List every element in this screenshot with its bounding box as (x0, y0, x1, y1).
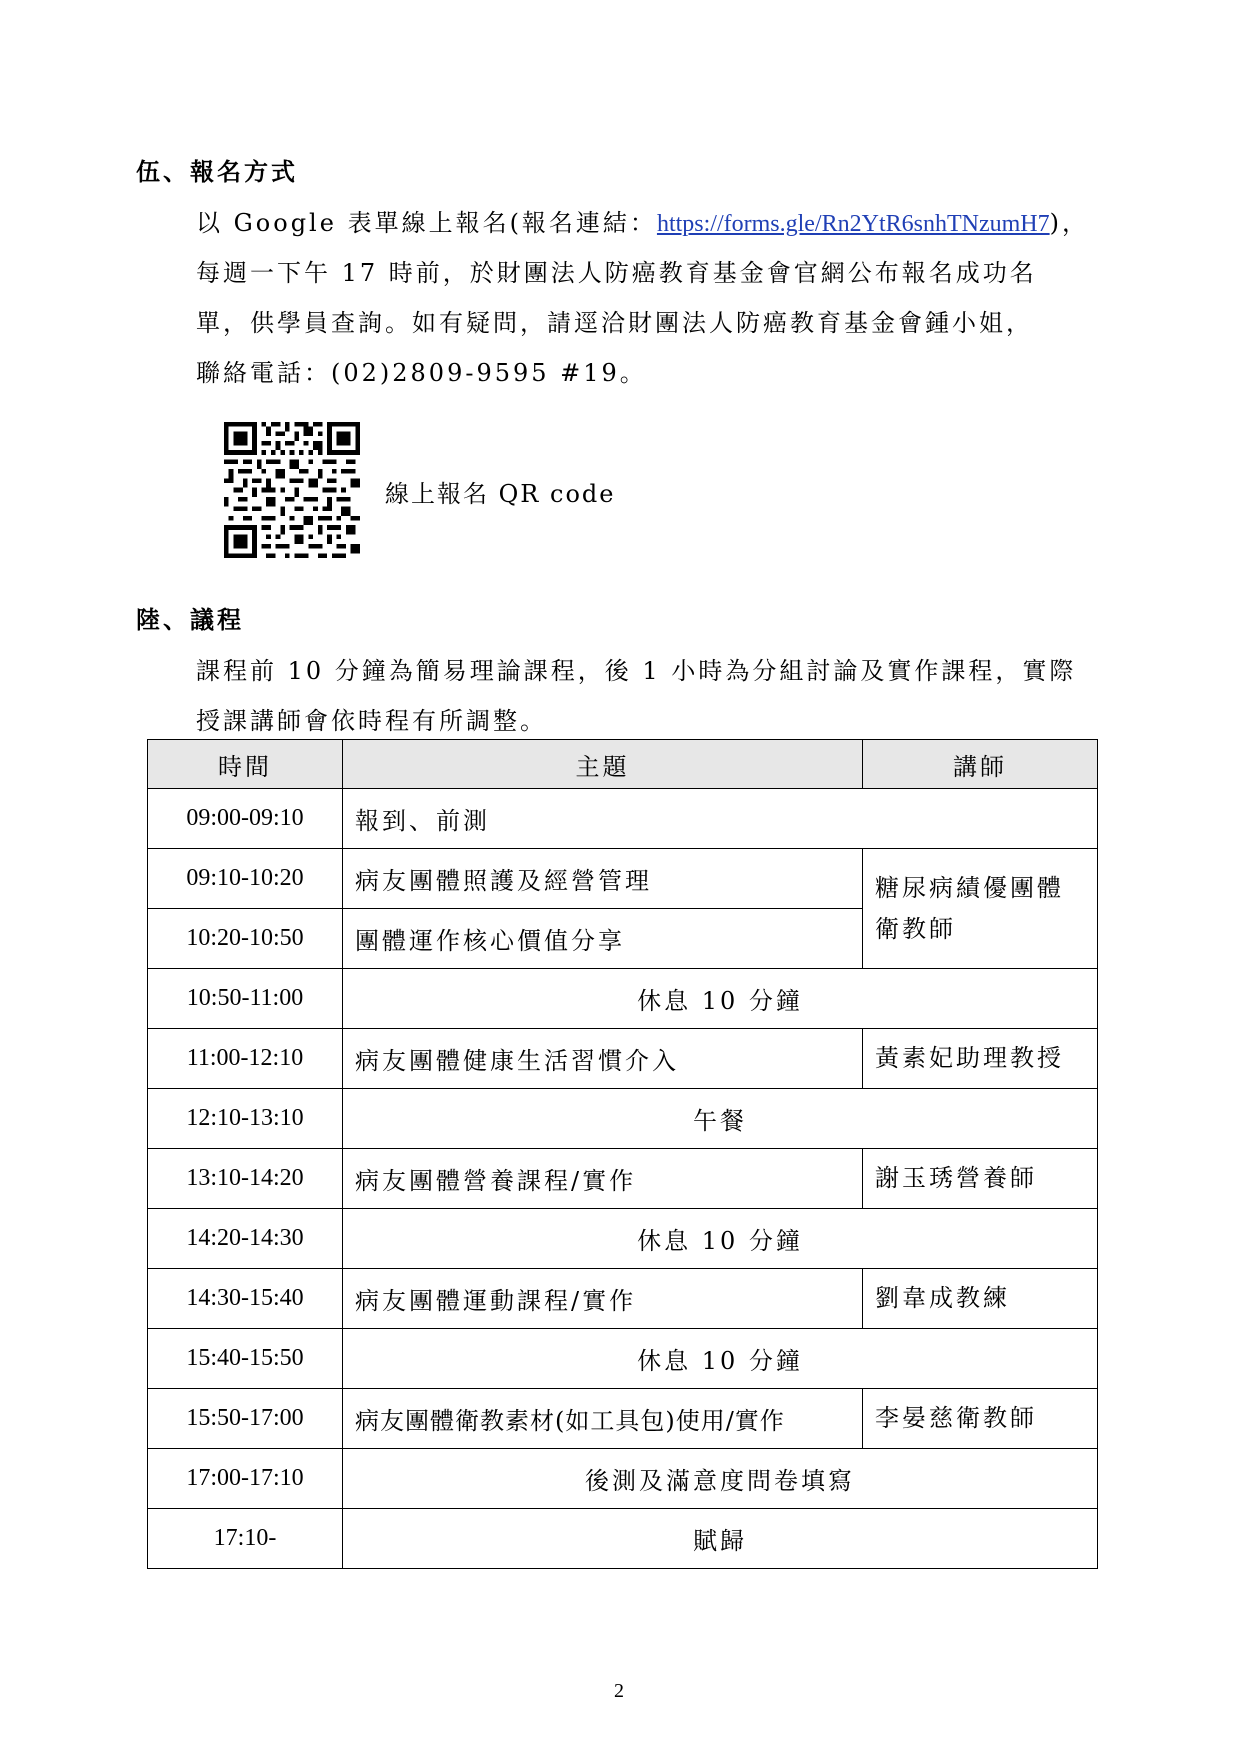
table-row (148, 1029, 1098, 1089)
registration-text-suffix: )， (1049, 209, 1089, 237)
topic-cell: 團體運作核心價值分享 (343, 909, 863, 969)
qr-code-caption: 線上報名 QR code (385, 480, 616, 508)
topic-cell: 病友團體照護及經營管理 (343, 849, 863, 909)
time-cell: 11:00-12:10 (148, 1029, 343, 1089)
speaker-cell: 劉韋成教練 (863, 1269, 1098, 1329)
time-cell: 17:10- (148, 1509, 343, 1569)
topic-cell: 報到、前測 (343, 789, 1098, 849)
time-cell: 17:00-17:10 (148, 1449, 343, 1509)
time-cell: 14:30-15:40 (148, 1269, 343, 1329)
time-cell: 09:10-10:20 (148, 849, 343, 909)
time-cell: 12:10-13:10 (148, 1089, 343, 1149)
lunch-cell: 午餐 (343, 1089, 1098, 1149)
registration-line-3: 單，供學員查詢。如有疑問，請逕洽財團法人防癌教育基金會鍾小姐， (196, 309, 1033, 337)
break-cell: 休息 10 分鐘 (343, 1329, 1098, 1389)
header-time: 時間 (148, 740, 343, 789)
speaker-cell: 糖尿病績優團體衛教師 (863, 849, 1098, 969)
time-cell: 10:20-10:50 (148, 909, 343, 969)
table-row (148, 1389, 1098, 1449)
registration-link[interactable]: https://forms.gle/Rn2YtR6snhTNzumH7 (656, 211, 1050, 237)
time-cell: 15:50-17:00 (148, 1389, 343, 1449)
table-row (148, 1089, 1098, 1149)
registration-text-prefix: 以 Google 表單線上報名(報名連結： (196, 209, 657, 237)
table-row (148, 1449, 1098, 1509)
table-row (148, 1509, 1098, 1569)
agenda-intro-line-1: 課程前 10 分鐘為簡易理論課程，後 1 小時為分組討論及實作課程，實際 (196, 657, 1077, 685)
section-heading-agenda: 陸、議程 (136, 605, 244, 634)
speaker-cell: 李晏慈衛教師 (863, 1389, 1098, 1449)
topic-cell: 病友團體營養課程/實作 (343, 1149, 863, 1209)
topic-cell: 後測及滿意度問卷填寫 (343, 1449, 1098, 1509)
section-heading-registration: 伍、報名方式 (136, 157, 298, 186)
speaker-cell: 黃素妃助理教授 (863, 1029, 1098, 1089)
speaker-cell: 謝玉琇營養師 (863, 1149, 1098, 1209)
table-row (148, 1269, 1098, 1329)
topic-cell: 病友團體健康生活習慣介入 (343, 1029, 863, 1089)
break-cell: 休息 10 分鐘 (343, 1209, 1098, 1269)
qr-code-image[interactable] (220, 422, 364, 558)
table-row (148, 1149, 1098, 1209)
topic-cell: 病友團體衛教素材(如工具包)使用/實作 (343, 1389, 863, 1449)
registration-line-1 (196, 203, 1089, 238)
topic-cell: 病友團體運動課程/實作 (343, 1269, 863, 1329)
contact-phone-line: 聯絡電話：(02)2809-9595 #19。 (196, 359, 647, 387)
time-cell: 09:00-09:10 (148, 789, 343, 849)
break-cell: 休息 10 分鐘 (343, 969, 1098, 1029)
header-topic: 主題 (343, 740, 863, 789)
table-row (148, 969, 1098, 1029)
table-row (148, 789, 1098, 849)
topic-cell: 賦歸 (343, 1509, 1098, 1569)
agenda-intro-line-2: 授課講師會依時程有所調整。 (196, 707, 547, 735)
table-row (148, 1329, 1098, 1389)
table-row (148, 849, 1098, 909)
time-cell: 14:20-14:30 (148, 1209, 343, 1269)
time-cell: 15:40-15:50 (148, 1329, 343, 1389)
table-header-row (148, 740, 1098, 789)
agenda-table (147, 739, 1098, 1569)
table-row (148, 1209, 1098, 1269)
time-cell: 13:10-14:20 (148, 1149, 343, 1209)
page-number: 2 (614, 1680, 624, 1702)
header-speaker: 講師 (863, 740, 1098, 789)
registration-line-2: 每週一下午 17 時前，於財團法人防癌教育基金會官網公布報名成功名 (196, 259, 1037, 287)
time-cell: 10:50-11:00 (148, 969, 343, 1029)
